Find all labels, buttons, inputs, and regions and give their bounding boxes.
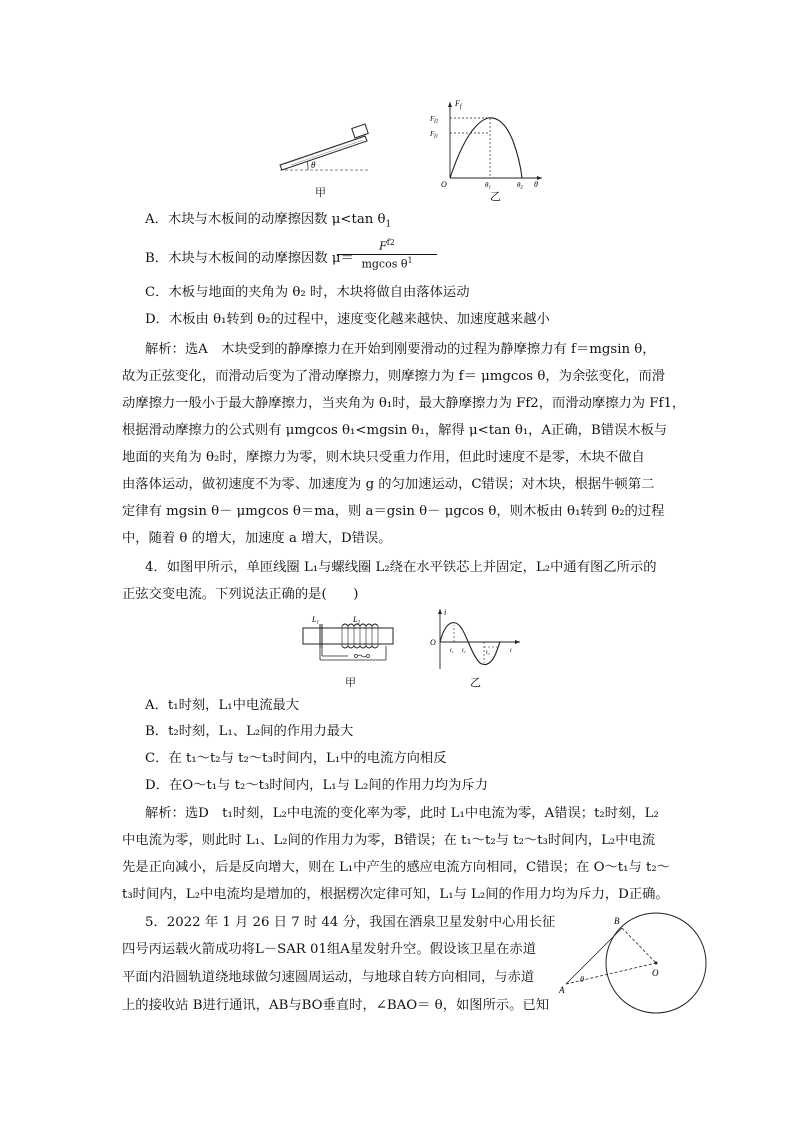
theta-label: θ [311,160,316,170]
q3-option-b-fraction: $F^{f2}$ mgcos $\theta^1$ [337,238,437,270]
t3-label: t₃ [486,650,490,656]
q4-option-a: A．t₁时刻，L₁中电流最大 [145,698,300,713]
q3-solution-line-2: 故为正弦变化，而滑动后变为了滑动摩擦力，则摩擦力为 f＝ μmgcos θ，为余弦变化，而滑 [122,369,666,384]
q3-option-b: B．木块与木板间的动摩擦因数 μ＝ [145,251,354,266]
origin-label: O [441,180,447,189]
axis-x-label: θ [534,180,538,189]
ff1-label: $F_{f1}$ [430,130,439,140]
q5-line-3: 平面内沿圆轨道绕地球做匀速圆周运动，与地球自转方向相同，与赤道 [122,970,535,985]
q3-solution-line-4: 根据滑动摩擦力的公式则有 μmgcos θ₁<mgsin θ₁，解得 μ<tan θ₁，A正确，B错误木板与 [122,423,668,438]
q4-stem-line-2: 正弦交变电流。下列说法正确的是( ) [122,587,359,602]
axis-y-label: $F_f$ [455,99,462,110]
figure-jia-caption-2: 甲 [345,676,356,689]
figure-yi-caption: 乙 [490,190,501,203]
q5-line-4: 上的接收站 B进行通讯，AB与BO垂直时，∠BAO＝ θ，如图所示。已知 [122,998,550,1013]
q3-solution-line-5: 地面的夹角为 θ₂时，摩擦力为零，则木块只受重力作用，但此时速度不是零，木块不做自 [122,450,645,465]
figure-incline [275,120,395,200]
angle-theta-label: θ [580,975,584,984]
axis-i-label: i [444,608,447,617]
origin-label-2: O [430,638,436,647]
q3-solution-line-7: 定律有 mgsin θ－ μmgcos θ＝ma，则 a＝gsin θ－ μgcos θ，则木板由 θ₁转到 θ₂的过程 [122,504,665,519]
q4-solution-line-4: t₃时间内，L₂中电流均是增加的，根据楞次定律可知，L₁与 L₂间的作用力均为斥力，D正确。 [122,887,669,902]
q3-option-d: D．木板由 θ₁转到 θ₂的过程中，速度变化越来越快、加速度越来越小 [145,312,550,327]
point-b-label: B [614,916,620,926]
q4-solution-line-3: 先是正向减小，后是反向增大，则在 L₁中产生的感应电流方向相同，C错误；在 O～t₁与 t₂～ [122,860,670,875]
q4-option-c: C．在 t₁～t₂与 t₂～t₃时间内，L₁中的电流方向相反 [145,751,447,766]
figure-yi-caption-2: 乙 [470,676,481,689]
l1-label: L1 [312,615,319,626]
q5-line-1: 5．2022 年 1 月 26 日 7 时 44 分，我国在酒泉卫星发射中心用长征 [145,915,556,930]
q4-option-b: B．t₂时刻，L₁、L₂间的作用力最大 [145,724,354,739]
point-o-label: O [652,968,659,978]
q3-solution-line-1: 解析：选A 木块受到的静摩擦力在开始到刚要滑动的过程为静摩擦力有 f＝mgsin θ， [145,342,656,357]
q3-option-a: A．木块与木板间的动摩擦因数 μ<tan $\theta_1$ [145,212,392,230]
figure-jia-caption: 甲 [315,186,326,199]
theta1-label: $\theta_1$ [485,181,491,191]
q4-solution-line-2: 中电流为零，则此时 L₁、L₂间的作用力为零，B错误；在 t₁～t₂与 t₂～t₃时间内，L₂中电流 [122,833,656,848]
point-a-label: A [559,985,565,995]
q3-solution-line-8: 中，随着 θ 的增大，加速度 a 增大，D错误。 [122,531,392,546]
figure-sine-current [426,605,526,675]
figure-friction-curve [428,96,548,192]
q3-option-c: C．木板与地面的夹角为 θ₂ 时，木块将做自由落体运动 [145,285,470,300]
t1-label: t₁ [450,648,454,654]
q4-stem-line-1: 4．如图甲所示，单匝线圈 L₁与螺线圈 L₂绕在水平铁芯上并固定，L₂中通有图乙所示的 [145,560,657,575]
l2-label: L2 [353,615,360,626]
q4-solution-line-1: 解析：选D t₁时刻，L₂中电流的变化率为零，此时 L₁中电流为零，A错误；t₂时刻，L₂ [145,806,659,821]
figure-coils [298,612,398,670]
q4-option-d: D．在O～t₁与 t₂～t₃时间内，L₁与 L₂间的作用力均为斥力 [145,778,488,793]
q3-solution-line-3: 动摩擦力一般小于最大静摩擦力，当夹角为 θ₁时，最大静摩擦力为 Ff2，而滑动摩擦力为 Ff1， [122,396,686,411]
t2-label: t₂ [462,648,466,654]
q3-solution-line-6: 由落体运动，做初速度不为零、加速度为 g 的匀加速运动，C错误；对木块，根据牛顿第二 [122,477,655,492]
figure-satellite-orbit [556,910,716,1020]
ff2-label: $F_{f2}$ [430,115,439,125]
theta2-label: $\theta_2$ [517,181,523,191]
t-label: t [510,648,512,654]
q5-line-2: 四号丙运载火箭成功将L－SAR 01组A星发射升空。假设该卫星在赤道 [122,942,537,957]
